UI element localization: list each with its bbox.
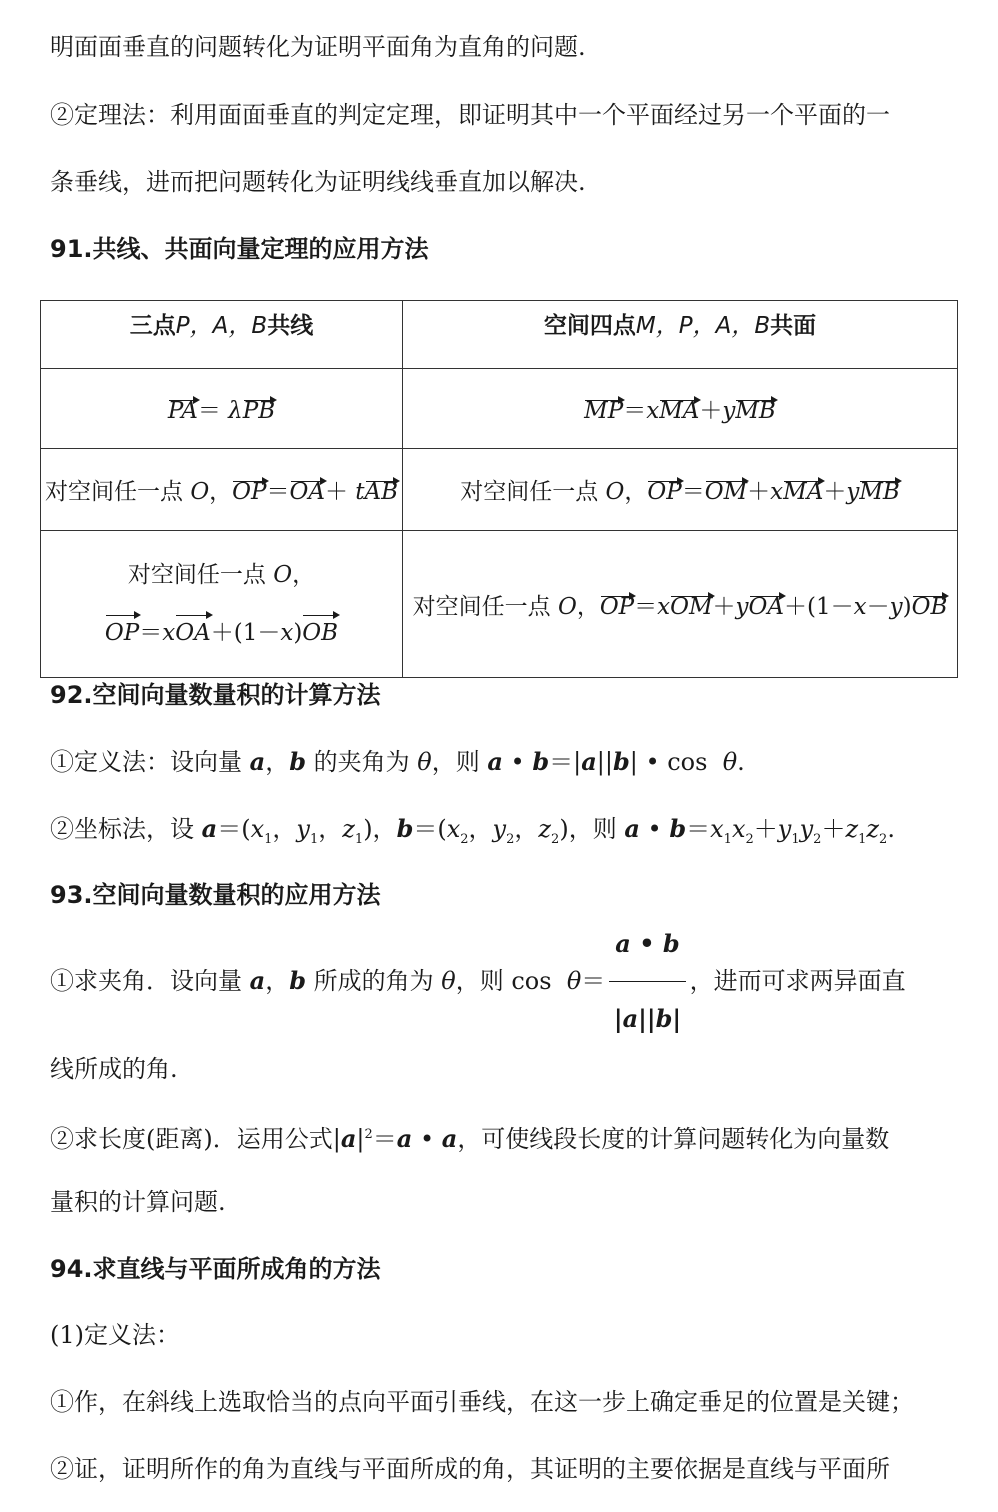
formula-coplanar-3: 对空间任一点 O，OP＝xOM＋yOA＋(1－x－y)OB bbox=[403, 531, 958, 678]
definition-method-title: (1)定义法： bbox=[50, 1321, 180, 1349]
section-heading-91: 91.共线、共面向量定理的应用方法 bbox=[50, 235, 429, 263]
formula-collinear-1: PA＝ λPB bbox=[41, 369, 403, 449]
section-heading-94: 94.求直线与平面所成角的方法 bbox=[50, 1255, 381, 1283]
paragraph-theorem-method: ②定理法：利用面面垂直的判定定理，即证明其中一个平面经过另一个平面的一 bbox=[50, 101, 890, 129]
table-row bbox=[41, 531, 958, 678]
paragraph-face-perpendicular: 明面面垂直的问题转化为证明平面角为直角的问题. bbox=[50, 33, 586, 61]
dot-product-coordinates: ②坐标法，设 $a=(x_1$，$y_1$，$z_1$)，$b=(x_2$，$y_2$，$z_2$)，则 a • $b=x_1x_2+y_1y_2+z_1z_2$. bbox=[50, 814, 895, 847]
length-method: ②求长度(距离)．运用公式$|a|^2=a$ • a，可使线段长度的计算问题转化为向量数 bbox=[50, 1124, 890, 1153]
header-collinear: 三点P，A，B共线 bbox=[41, 301, 403, 369]
header-coplanar: 空间四点M，P，A，B共面 bbox=[403, 301, 958, 369]
formula-collinear-3: 对空间任一点 O， OP＝xOA＋(1－x)OB bbox=[41, 531, 403, 678]
dot-product-definition: ①定义法：设向量 a，b 的夹角为 θ，则 a • b＝|a||b| • cos θ. bbox=[50, 747, 745, 776]
paragraph-perpendicular-line: 条垂线，进而把问题转化为证明线线垂直加以解决. bbox=[50, 168, 586, 196]
length-method-continued: 量积的计算问题. bbox=[50, 1188, 226, 1216]
table-header-row bbox=[41, 301, 958, 369]
section-heading-93: 93.空间向量数量积的应用方法 bbox=[50, 881, 381, 909]
cos-fraction: $\frac{a • b}{|a||b|}$ bbox=[609, 909, 685, 1054]
section-heading-92: 92.空间向量数量积的计算方法 bbox=[50, 681, 381, 709]
step-prove: ②证，证明所作的角为直线与平面所成的角，其证明的主要依据是直线与平面所 bbox=[50, 1455, 890, 1483]
formula-collinear-2: 对空间任一点 O，OP＝OA＋ tAB bbox=[41, 449, 403, 531]
angle-method: ①求夹角．设向量 a ， b 所成的角为 θ ，则 cos θ ＝ $\frac{a • b}{|a||b|}$ ，进而可求两异面直 bbox=[50, 946, 906, 1016]
formula-coplanar-2: 对空间任一点 O，OP＝OM＋xMA＋yMB bbox=[403, 449, 958, 531]
table-row bbox=[41, 449, 958, 531]
collinear-coplanar-table bbox=[40, 300, 958, 678]
formula-coplanar-1: MP＝xMA＋yMB bbox=[403, 369, 958, 449]
step-construct: ①作，在斜线上选取恰当的点向平面引垂线，在这一步上确定垂足的位置是关键； bbox=[50, 1388, 914, 1416]
angle-method-continued: 线所成的角. bbox=[50, 1055, 178, 1083]
table-row bbox=[41, 369, 958, 449]
